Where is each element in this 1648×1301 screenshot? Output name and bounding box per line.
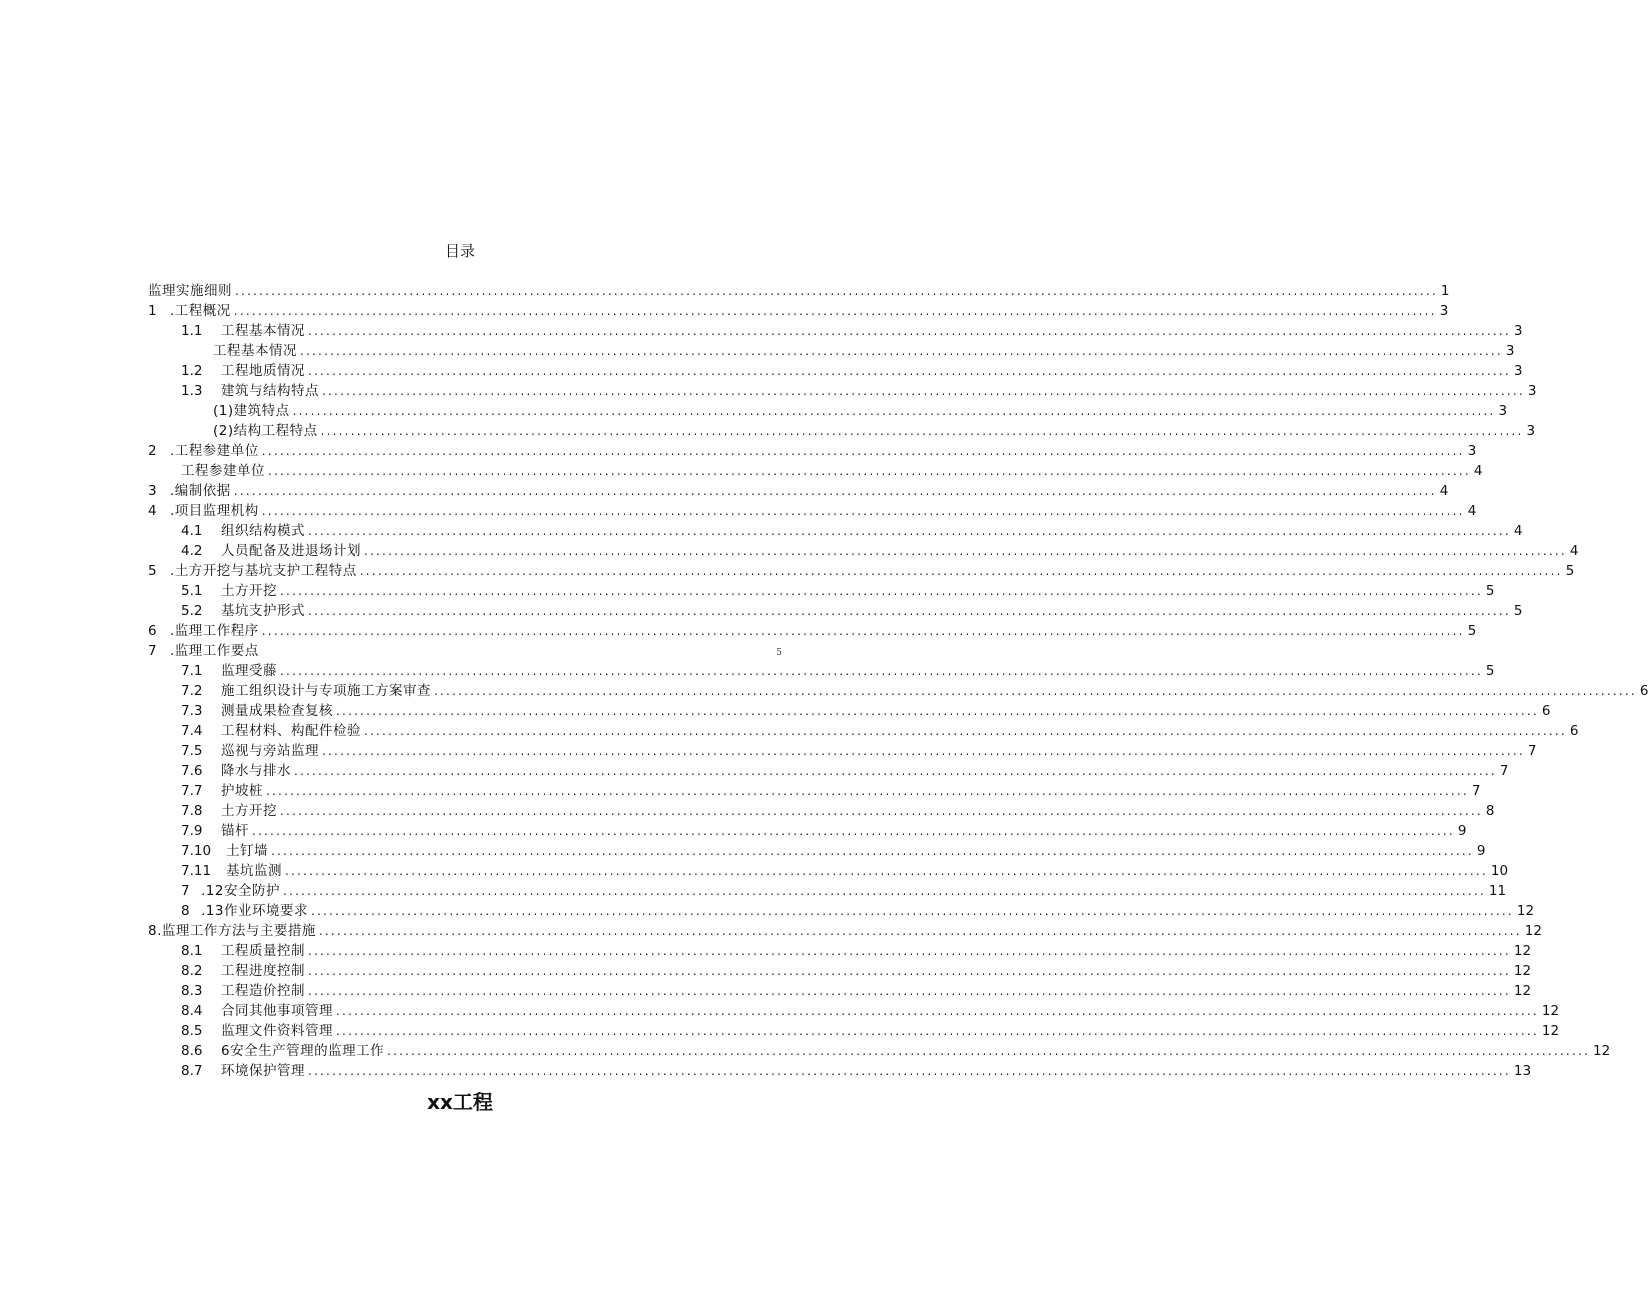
toc-entry[interactable]	[148, 321, 1523, 341]
toc-entry-label: 土钉墙	[226, 843, 268, 859]
toc-dot-leader: ........................................................................................................................................................................................................	[266, 784, 1469, 798]
toc-entry-page: 7	[1527, 743, 1537, 759]
toc-entry-number: 4	[148, 503, 157, 519]
toc-entry-page: 5	[1565, 563, 1575, 579]
toc-entry[interactable]	[148, 821, 1467, 841]
toc-dot-leader: ........................................................................................................................................................................................................	[280, 584, 1483, 598]
toc-entry[interactable]	[148, 721, 1579, 741]
toc-entry-page: 5	[1467, 623, 1477, 639]
toc-entry-page: 9	[1457, 823, 1467, 839]
toc-entry[interactable]	[148, 801, 1495, 821]
toc-dot-leader: ........................................................................................................................................................................................................	[261, 444, 1465, 458]
toc-entry[interactable]	[148, 761, 1509, 781]
toc-entry-page: 3	[1505, 343, 1515, 359]
toc-entry-label: .工程参建单位	[170, 443, 259, 459]
toc-dot-leader: ........................................................................................................................................................................................................	[322, 384, 1525, 398]
toc-entry-number: 8.4	[181, 1003, 203, 1019]
toc-dot-leader: ........................................................................................................................................................................................................	[364, 724, 1567, 738]
toc-entry-page: 12	[1541, 1003, 1560, 1019]
toc-entry-number: 7.3	[181, 703, 203, 719]
toc-dot-leader: ........................................................................................................................................................................................................	[322, 744, 1525, 758]
toc-entry[interactable]	[148, 581, 1495, 601]
toc-entry[interactable]	[148, 341, 1515, 361]
toc-entry-number: 8.7	[181, 1063, 203, 1079]
toc-entry[interactable]	[148, 541, 1579, 561]
toc-entry-label: .工程概况	[170, 303, 231, 319]
toc-entry-page: 3	[1467, 443, 1477, 459]
toc-dot-leader: ........................................................................................................................................................................................................	[308, 1064, 1511, 1078]
toc-entry-page: 12	[1513, 943, 1532, 959]
toc-entry-label: 建筑与结构特点	[221, 383, 319, 399]
toc-entry-page: 6	[1541, 703, 1551, 719]
toc-dot-leader: ........................................................................................................................................................................................................	[308, 364, 1511, 378]
toc-entry-label: 锚杆	[221, 823, 249, 839]
toc-entry-label: 工程参建单位	[181, 463, 265, 479]
toc-entry-label: 8.监理工作方法与主要措施	[148, 923, 316, 939]
toc-dot-leader: ........................................................................................................................................................................................................	[308, 604, 1511, 618]
toc-entry[interactable]	[148, 1041, 1611, 1061]
toc-entry-page: 4	[1467, 503, 1477, 519]
toc-dot-leader: ........................................................................................................................................................................................................	[235, 284, 1438, 298]
toc-entry-number: 7.6	[181, 763, 203, 779]
table-of-contents	[148, 281, 1648, 1081]
toc-entry-number: 4.2	[181, 543, 203, 559]
toc-entry-label: .项目监理机构	[170, 503, 259, 519]
toc-entry[interactable]	[148, 941, 1532, 961]
toc-entry-label: .土方开挖与基坑支护工程特点	[170, 563, 357, 579]
toc-entry[interactable]	[148, 1061, 1532, 1081]
toc-entry-label: 巡视与旁站监理	[221, 743, 319, 759]
toc-dot-leader: ........................................................................................................................................................................................................	[292, 404, 1496, 418]
toc-entry-label: .13作业环境要求	[201, 903, 308, 919]
toc-dot-leader: ........................................................................................................................................................................................................	[336, 1004, 1539, 1018]
toc-dot-leader: ........................................................................................................................................................................................................	[233, 484, 1437, 498]
toc-entry-label: 工程质量控制	[221, 943, 305, 959]
toc-entry-label: .编制依据	[170, 483, 231, 499]
toc-entry-page: 4	[1513, 523, 1523, 539]
toc-entry-number: 7	[181, 883, 190, 899]
toc-entry-number: 8.6	[181, 1043, 203, 1059]
toc-entry-label: 工程进度控制	[221, 963, 305, 979]
toc-entry[interactable]	[148, 921, 1542, 941]
toc-dot-leader: ........................................................................................................................................................................................................	[434, 684, 1637, 698]
toc-entry-number: 8.2	[181, 963, 203, 979]
toc-entry-number: 7.11	[181, 863, 212, 879]
toc-entry[interactable]	[148, 841, 1486, 861]
toc-entry-label: 施工组织设计与专项施工方案审查	[221, 683, 431, 699]
toc-entry-number: 5	[148, 563, 157, 579]
toc-entry-page: 7	[1471, 783, 1481, 799]
toc-dot-leader: ........................................................................................................................................................................................................	[336, 704, 1539, 718]
toc-entry-number: 2	[148, 443, 157, 459]
toc-entry-page: 4	[1569, 543, 1579, 559]
toc-dot-leader: ........................................................................................................................................................................................................	[310, 904, 1514, 918]
toc-entry-page: 3	[1526, 423, 1536, 439]
toc-entry-label: 6安全生产管理的监理工作	[221, 1043, 385, 1059]
toc-entry-page: 5	[1485, 663, 1495, 679]
toc-dot-leader: ........................................................................................................................................................................................................	[300, 344, 1503, 358]
toc-entry[interactable]	[148, 441, 1477, 461]
toc-entry-page: 3	[1513, 323, 1523, 339]
toc-dot-leader: ........................................................................................................................................................................................................	[268, 464, 1471, 478]
toc-entry-page: 3	[1527, 383, 1537, 399]
toc-entry-page: 3	[1439, 303, 1449, 319]
toc-dot-leader: ........................................................................................................................................................................................................	[271, 844, 1474, 858]
toc-entry-number: 8	[181, 903, 190, 919]
toc-entry[interactable]	[148, 501, 1477, 521]
toc-entry-label: 工程地质情况	[221, 363, 305, 379]
toc-entry-label: (2)结构工程特点	[213, 423, 318, 439]
toc-entry-label: 合同其他事项管理	[221, 1003, 333, 1019]
toc-dot-leader: ........................................................................................................................................................................................................	[252, 824, 1455, 838]
toc-entry-number: 7.2	[181, 683, 203, 699]
project-title: xx工程	[427, 1090, 493, 1114]
toc-entry[interactable]	[148, 861, 1509, 881]
toc-dot-leader: ........................................................................................................................................................................................................	[308, 324, 1511, 338]
toc-entry-page: 11	[1488, 883, 1507, 899]
toc-entry-label: (1)建筑特点	[213, 403, 290, 419]
toc-dot-leader: ........................................................................................................................................................................................................	[364, 544, 1567, 558]
toc-entry-number: 1.1	[181, 323, 203, 339]
toc-entry-number: 7.8	[181, 803, 203, 819]
toc-dot-leader: ........................................................................................................................................................................................................	[308, 964, 1511, 978]
toc-entry-number: 3	[148, 483, 157, 499]
toc-entry[interactable]	[148, 281, 1450, 301]
toc-entry-page: 12	[1516, 903, 1535, 919]
toc-entry-page: 3	[1498, 403, 1508, 419]
toc-entry-page: 10	[1490, 863, 1509, 879]
toc-entry[interactable]	[148, 1001, 1560, 1021]
toc-entry-page: 6	[1569, 723, 1579, 739]
toc-entry-page: 12	[1513, 983, 1532, 999]
toc-dot-leader: ........................................................................................................................................................................................................	[261, 624, 1465, 638]
toc-entry-label: 工程基本情况	[221, 323, 305, 339]
toc-entry-number: 5.1	[181, 583, 203, 599]
toc-entry-number: 8.5	[181, 1023, 203, 1039]
toc-entry[interactable]	[148, 661, 1495, 681]
toc-entry[interactable]	[148, 981, 1532, 1001]
toc-entry[interactable]	[148, 461, 1483, 481]
toc-entry[interactable]	[148, 881, 1507, 901]
toc-entry-label: 人员配备及进退场计划	[221, 543, 361, 559]
toc-entry[interactable]	[148, 641, 782, 661]
toc-entry-number: 8.3	[181, 983, 203, 999]
toc-entry-page: 3	[1513, 363, 1523, 379]
toc-dot-leader: ........................................................................................................................................................................................................	[336, 1024, 1539, 1038]
toc-entry-page: 5	[1513, 603, 1523, 619]
toc-entry-number: 7.4	[181, 723, 203, 739]
toc-entry-label: 环境保护管理	[221, 1063, 305, 1079]
toc-dot-leader: ........................................................................................................................................................................................................	[387, 1044, 1590, 1058]
toc-entry[interactable]	[148, 421, 1536, 441]
toc-entry-page: 6	[1639, 683, 1648, 699]
toc-entry-number: 7.7	[181, 783, 203, 799]
toc-entry[interactable]	[148, 521, 1523, 541]
toc-entry-label: 监理受藤	[221, 663, 277, 679]
toc-entry[interactable]	[148, 401, 1508, 421]
toc-entry[interactable]	[148, 601, 1523, 621]
toc-entry-label: 工程材料、构配件检验	[221, 723, 361, 739]
toc-dot-leader: ........................................................................................................................................................................................................	[359, 564, 1563, 578]
toc-entry-page: 7	[1499, 763, 1509, 779]
toc-title: 目录	[444, 242, 475, 260]
toc-entry-label: 监理实施细则	[148, 283, 232, 299]
toc-entry-page: 12	[1541, 1023, 1560, 1039]
toc-entry-page: 12	[1524, 923, 1542, 939]
toc-entry-number: 7.9	[181, 823, 203, 839]
toc-dot-leader: ........................................................................................................................................................................................................	[285, 864, 1488, 878]
toc-entry-label: 土方开挖	[221, 583, 277, 599]
toc-entry-label: 组织结构模式	[221, 523, 305, 539]
toc-entry[interactable]	[148, 741, 1537, 761]
toc-entry[interactable]	[148, 781, 1481, 801]
toc-entry-number: 4.1	[181, 523, 203, 539]
toc-dot-leader: ........................................................................................................................................................................................................	[320, 424, 1524, 438]
toc-entry-number: 7.10	[181, 843, 212, 859]
toc-entry-label: 基坑支护形式	[221, 603, 305, 619]
toc-entry[interactable]	[148, 1021, 1560, 1041]
toc-dot-leader: ........................................................................................................................................................................................................	[280, 804, 1483, 818]
toc-dot-leader: ........................................................................................................................................................................................................	[294, 764, 1497, 778]
toc-entry-label: 护坡桩	[221, 783, 263, 799]
toc-entry-number: 6	[148, 623, 157, 639]
toc-dot-leader: ........................................................................................................................................................................................................	[308, 524, 1511, 538]
toc-entry-page: 12	[1513, 963, 1532, 979]
toc-dot-leader: ........................................................................................................................................................................................................	[280, 664, 1483, 678]
toc-dot-leader: ........................................................................................................................................................................................................	[261, 504, 1465, 518]
toc-entry-label: 工程基本情况	[213, 343, 297, 359]
toc-entry-number: 1.3	[181, 383, 203, 399]
toc-entry[interactable]	[148, 361, 1523, 381]
toc-entry[interactable]	[148, 561, 1575, 581]
toc-entry-label: 土方开挖	[221, 803, 277, 819]
toc-dot-leader: ........................................................................................................................................................................................................	[318, 924, 1522, 938]
toc-entry-number: 1.2	[181, 363, 203, 379]
toc-entry[interactable]	[148, 381, 1537, 401]
toc-entry[interactable]	[148, 901, 1535, 921]
toc-entry-page: 4	[1473, 463, 1483, 479]
toc-entry[interactable]	[148, 701, 1551, 721]
toc-entry-label: 降水与排水	[221, 763, 291, 779]
toc-entry-number: 7.1	[181, 663, 203, 679]
toc-entry-label: .12安全防护	[201, 883, 280, 899]
toc-entry-page: 5	[1485, 583, 1495, 599]
toc-entry-label: 监理文件资料管理	[221, 1023, 333, 1039]
toc-entry-label: 测量成果检查复核	[221, 703, 333, 719]
toc-dot-leader: ........................................................................................................................................................................................................	[233, 304, 1437, 318]
toc-dot-leader: ........................................................................................................................................................................................................	[308, 944, 1511, 958]
toc-entry-number: 1	[148, 303, 157, 319]
toc-entry[interactable]	[148, 481, 1449, 501]
toc-entry-page: 4	[1439, 483, 1449, 499]
toc-entry-page: 12	[1592, 1043, 1611, 1059]
toc-entry-number: 7	[148, 643, 157, 659]
toc-entry[interactable]	[148, 621, 1477, 641]
toc-entry-page: 5	[776, 648, 782, 658]
toc-dot-leader: ........................................................................................................................................................................................................	[308, 984, 1511, 998]
toc-entry-number: 8.1	[181, 943, 203, 959]
toc-entry[interactable]	[148, 961, 1532, 981]
toc-entry-page: 8	[1485, 803, 1495, 819]
toc-entry-label: .监理工作程序	[170, 623, 259, 639]
toc-dot-leader: ........................................................................................................................................................................................................	[282, 884, 1486, 898]
toc-entry-label: .监理工作要点	[170, 643, 259, 659]
toc-entry-page: 13	[1513, 1063, 1532, 1079]
toc-entry-label: 工程造价控制	[221, 983, 305, 999]
toc-entry-page: 9	[1476, 843, 1486, 859]
toc-entry[interactable]	[148, 301, 1449, 321]
toc-entry-label: 基坑监测	[226, 863, 282, 879]
toc-entry-number: 5.2	[181, 603, 203, 619]
toc-entry-page: 1	[1440, 283, 1450, 299]
toc-entry[interactable]	[148, 681, 1648, 701]
toc-entry-number: 7.5	[181, 743, 203, 759]
